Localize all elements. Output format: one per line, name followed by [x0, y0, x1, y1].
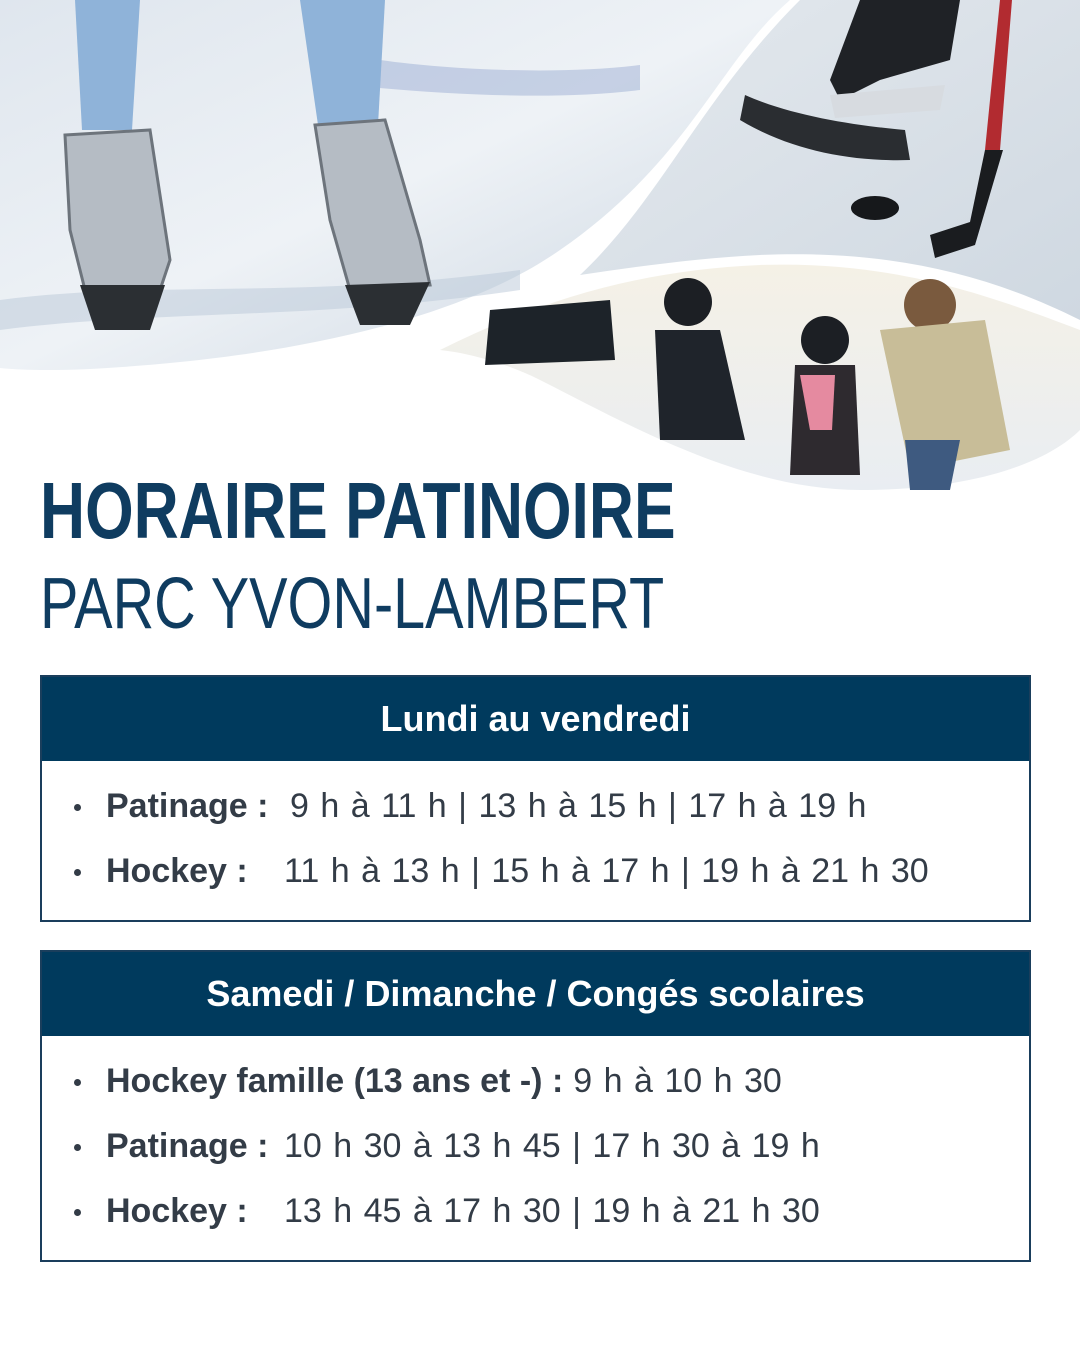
hero-photo-collage [0, 0, 1080, 500]
weekend-schedule-box [40, 950, 1031, 1262]
time-slots: 13 h 45 à 17 h 30 | 19 h à 21 h 30 [284, 1192, 820, 1230]
list-item [42, 1180, 1029, 1245]
bullet-icon [74, 1144, 81, 1151]
page-title: HORAIRE PATINOIRE [40, 466, 676, 555]
bullet-icon [74, 869, 81, 876]
list-item [42, 1115, 1029, 1180]
weekend-heading: Samedi / Dimanche / Congés scolaires [42, 952, 1029, 1036]
weekend-schedule-list [42, 1036, 1029, 1245]
activity-label: Patinage : [106, 1127, 269, 1165]
bullet-icon [74, 1209, 81, 1216]
time-slots: 9 h à 11 h | 13 h à 15 h | 17 h à 19 h [290, 787, 867, 825]
activity-label: Hockey : [106, 1192, 248, 1230]
time-slots: 10 h 30 à 13 h 45 | 17 h 30 à 19 h [284, 1127, 820, 1165]
activity-label: Hockey : [106, 852, 248, 890]
weekday-heading: Lundi au vendredi [42, 677, 1029, 761]
time-slots: 9 h à 10 h 30 [573, 1062, 782, 1100]
activity-label: Hockey famille (13 ans et -) : [106, 1062, 564, 1100]
list-item [42, 775, 1029, 840]
activity-label: Patinage : [106, 787, 269, 825]
list-item [42, 1050, 1029, 1115]
bullet-icon [74, 1079, 81, 1086]
family-skating-photo [440, 265, 1080, 490]
time-slots: 11 h à 13 h | 15 h à 17 h | 19 h à 21 h 30 [284, 852, 929, 890]
bullet-icon [74, 804, 81, 811]
weekday-schedule-box [40, 675, 1031, 922]
list-item [42, 840, 1029, 905]
weekday-schedule-list [42, 761, 1029, 905]
page-subtitle: PARC YVON-LAMBERT [40, 564, 665, 644]
